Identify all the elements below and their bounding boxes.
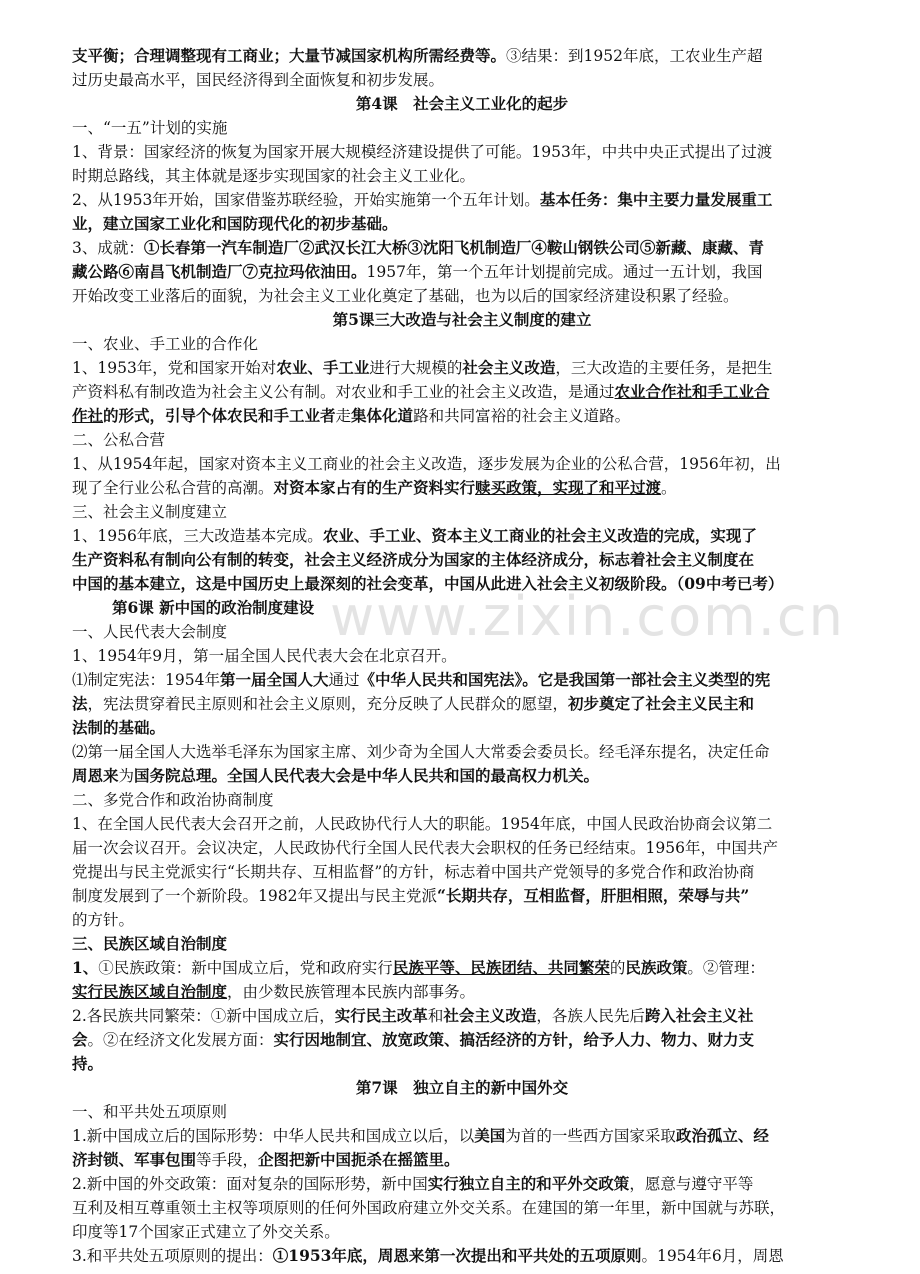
text-line: 党提出与民主党派实行“长期共存、互相监督”的方针，标志着中国共产党领导的多党合作和政治协商 [72,863,755,881]
lesson-title: 第7课 独立自主的新中国外交 [355,1078,569,1097]
text-line: 届一次会议召开。会议决定，人民政协代行全国人民代表大会职权的任务已经结束。1956年，中国共产 [72,839,778,857]
text-line: 的方针。 [72,911,135,929]
text-line: 2.新中国的外交政策：面对复杂的国际形势，新中国实行独立自主的和平外交政策，愿意与遵守平等 [72,1174,754,1193]
watermark: www.zixin.com.cn [330,585,845,648]
text-line: 互利及相互尊重领土主权等项原则的任何外国政府建立外交关系。在建国的第一年里，新中国就与苏联， [72,1199,786,1217]
text-line: 1、在全国人民代表大会召开之前，人民政协代行人大的职能。1954年底，中国人民政治协商会议第二 [72,815,773,833]
text-line: 过历史最高水平，国民经济得到全面恢复和初步发展。 [72,71,445,89]
text-line: 业，建立国家工业化和国防现代化的初步基础。 [72,214,398,233]
text-line: 2.各民族共同繁荣：①新中国成立后，实行民主改革和社会主义改造，各族人民先后跨入社会主义社 [72,1006,754,1025]
text-line: 会。②在经济文化发展方面：实行因地制宜、放宽政策、搞活经济的方针，给予人力、物力、财力支 [72,1030,755,1049]
text-line: 1.新中国成立后的国际形势：中华人民共和国成立以后，以美国为首的一些西方国家采取政治孤立、经 [72,1126,769,1145]
text-line: 1、1956年底，三大改造基本完成。农业、手工业、资本主义工商业的社会主义改造的完成，实现了 [72,526,757,545]
text-line: 2、从1953年开始，国家借鉴苏联经验，开始实施第一个五年计划。基本任务：集中主要力量发展重工 [72,190,773,209]
section-heading: 二、多党合作和政治协商制度 [72,791,274,809]
text-line: 开始改变工业落后的面貌，为社会主义工业化奠定了基础，也为以后的国家经济建设积累了经验。 [72,287,739,305]
section-heading: 一、人民代表大会制度 [72,623,228,641]
text-line: 生产资料私有制向公有制的转变，社会主义经济成分为国家的主体经济成分，标志着社会主义制度在 [72,550,755,569]
text-line: ⑵第一届全国人大选举毛泽东为国家主席、刘少奇为全国人大常委会委员长。经毛泽东提名，决定任命 [72,743,770,761]
lesson-title: 第6课 新中国的政治制度建设 [112,598,315,617]
section-heading: 二、公私合营 [72,431,166,449]
text-line: 中国的基本建立，这是中国历史上最深刻的社会变革，中国从此进入社会主义初级阶段。（09中考已考） [72,574,784,593]
text-line: 1、1953年，党和国家开始对农业、手工业进行大规模的社会主义改造，三大改造的主要任务，是把生 [72,358,773,377]
document-page [72,44,852,1268]
section-heading: 一、和平共处五项原则 [72,1103,228,1121]
section-heading: 一、农业、手工业的合作化 [72,335,259,353]
text-line: 法，宪法贯穿着民主原则和社会主义原则，充分反映了人民群众的愿望，初步奠定了社会主义民主和 [72,694,755,713]
text-line: 3.和平共处五项原则的提出：①1953年底，周恩来第一次提出和平共处的五项原则。1954年6月，周恩 [72,1246,784,1265]
text-line: 1、背景：国家经济的恢复为国家开展大规模经济建设提供了可能。1953年，中共中央正式提出了过渡 [72,143,773,161]
lesson-title: 第4课 社会主义工业化的起步 [355,94,569,113]
text-line: ⑴制定宪法：1954年第一届全国人大通过《中华人民共和国宪法》。它是我国第一部社会主义类型的宪 [72,670,771,689]
text-line: 1、①民族政策：新中国成立后，党和政府实行民族平等、民族团结、共同繁荣的民族政策。②管理： [72,958,765,977]
text-line: 周恩来为国务院总理。全国人民代表大会是中华人民共和国的最高权力机关。 [72,766,600,785]
text-line: 产资料私有制改造为社会主义公有制。对农业和手工业的社会主义改造，是通过农业合作社和手工业合 [72,382,770,401]
text-line: 作社的形式，引导个体农民和手工业者走集体化道路和共同富裕的社会主义道路。 [72,406,631,425]
text-line: 1、1954年9月，第一届全国人民代表大会在北京召开。 [72,647,457,665]
section-heading: 三、民族区域自治制度 [72,934,228,953]
text-line: 济封锁、军事包围等手段，企图把新中国扼杀在摇篮里。 [72,1150,460,1169]
text-line: 时期总路线，其主体就是逐步实现国家的社会主义工业化。 [72,167,476,185]
text-line: 3、成就：①长春第一汽车制造厂②武汉长江大桥③沈阳飞机制造厂④鞍山钢铁公司⑤新藏、康藏、青 [72,238,764,257]
text-line: 印度等17个国家正式建立了外交关系。 [72,1223,340,1241]
text-line: 藏公路⑥南昌飞机制造厂⑦克拉玛依油田。1957年，第一个五年计划提前完成。通过一五计划，我国 [72,262,763,281]
section-heading: 一、“一五”计划的实施 [72,119,228,137]
text-line: 持。 [72,1054,104,1073]
lesson-title: 第5课三大改造与社会主义制度的建立 [332,310,592,329]
text-line: 制度发展到了一个新阶段。1982年又提出与民主党派“长期共存，互相监督，肝胆相照，荣辱与共” [72,886,750,905]
text-line: 1、从1954年起，国家对资本主义工商业的社会主义改造，逐步发展为企业的公私合营，1956年初，出 [72,455,781,473]
text-line: 支平衡；合理调整现有工商业；大量节减国家机构所需经费等。③结果：到1952年底，工农业生产超 [72,46,763,65]
text-line: 现了全行业公私合营的高潮。对资本家占有的生产资料实行赎买政策，实现了和平过渡。 [72,478,677,497]
text-line: 实行民族区域自治制度，由少数民族管理本民族内部事务。 [72,982,476,1001]
text-line: 法制的基础。 [72,718,166,737]
section-heading: 三、社会主义制度建立 [72,503,228,521]
